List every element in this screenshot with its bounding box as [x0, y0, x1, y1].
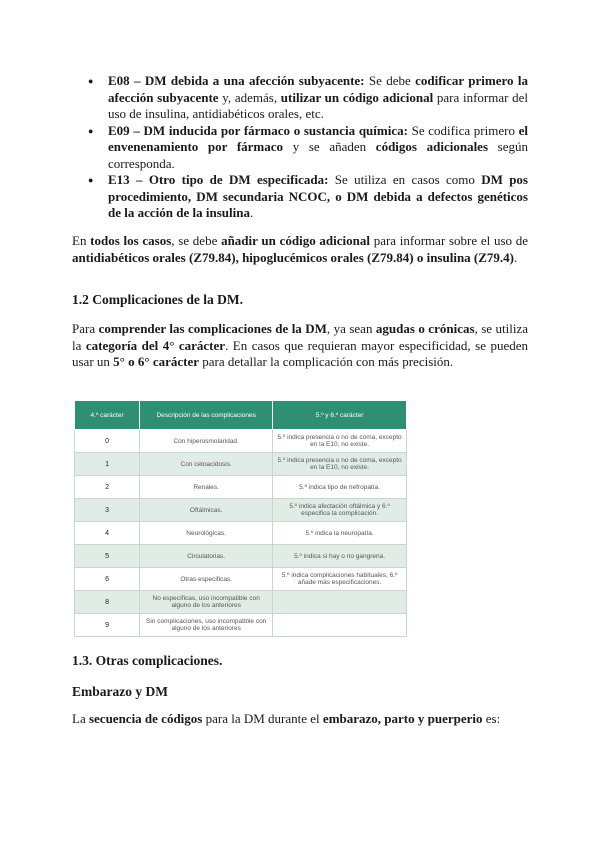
list-item: ● E08 – DM debida a una afección subyacente: Se debe codificar primero la afección subyacente y, además, utilizar un código adicional para informar del uso de insulina, antidiabéticos orales, etc.: [72, 73, 528, 123]
column-header: Descripción de las complicaciones: [140, 401, 273, 430]
dm-types-list: [72, 73, 528, 222]
list-item: ● E13 – Otro tipo de DM especificada: Se utiliza en casos como DM pos procedimiento, DM secundaria NCOC, o DM debida a defectos genéticos de la acción de la insulina.: [72, 172, 528, 222]
additional-code-paragraph: En todos los casos, se debe añadir un código adicional para informar sobre el uso de antidiabéticos orales (Z79.84), hipoglucémicos orales (Z79.84) o insulina (Z79.4).: [72, 233, 529, 265]
table-row: 9 Sin complicaciones, uso incompatible con alguno de los anteriores: [75, 614, 407, 637]
table-row: 0 Con hiperosmolaridad. 5.º indica presencia o no de coma, excepto en la E10, no existe.: [75, 430, 407, 453]
table-row: 8 No específicas, uso incompatible con alguno de los anteriores: [75, 591, 407, 614]
section-heading-other-complications: 1.3. Otras complicaciones.: [72, 653, 223, 668]
table-row: 6 Otras especificas. 5.º indica complicaciones habituales, 6.º añade más especificaciones.: [75, 568, 407, 591]
table-header-row: [75, 401, 407, 430]
column-header: 4.º carácter: [75, 401, 140, 430]
column-header: 5.º y 6.º carácter: [273, 401, 407, 430]
complications-paragraph: Para comprender las complicaciones de la DM, ya sean agudas o crónicas, se utiliza la categoría del 4° carácter. En casos que requieran mayor especificidad, se pueden usar un 5° o 6° carácter para detallar la complicación con más precisión.: [72, 321, 528, 369]
table-row: 1 Con cetoacidosis. 5.º indica presencia o no de coma, excepto en la E10, no existe.: [75, 453, 407, 476]
complications-table: [74, 400, 407, 636]
subheading-pregnancy: Embarazo y DM: [72, 684, 168, 699]
table-row: 3 Oftálmicas. 5.º indica afectación oftálmica y 6.º especifica la complicación.: [75, 499, 407, 522]
section-heading-complications: 1.2 Complicaciones de la DM.: [72, 292, 243, 307]
table-row: 4 Neurológicas. 5.º indica la neuropatía.: [75, 522, 407, 545]
list-item: ● E09 – DM inducida por fármaco o sustancia química: Se codifica primero el envenenamiento por fármaco y se añaden códigos adicionales según corresponda.: [72, 123, 528, 173]
pregnancy-paragraph: La secuencia de códigos para la DM durante el embarazo, parto y puerperio es:: [72, 711, 501, 726]
table-row: 2 Renales. 5.º indica tipo de nefropatía.: [75, 476, 407, 499]
table-row: 5 Circulatorias. 5.º indica si hay o no gangrena.: [75, 545, 407, 568]
